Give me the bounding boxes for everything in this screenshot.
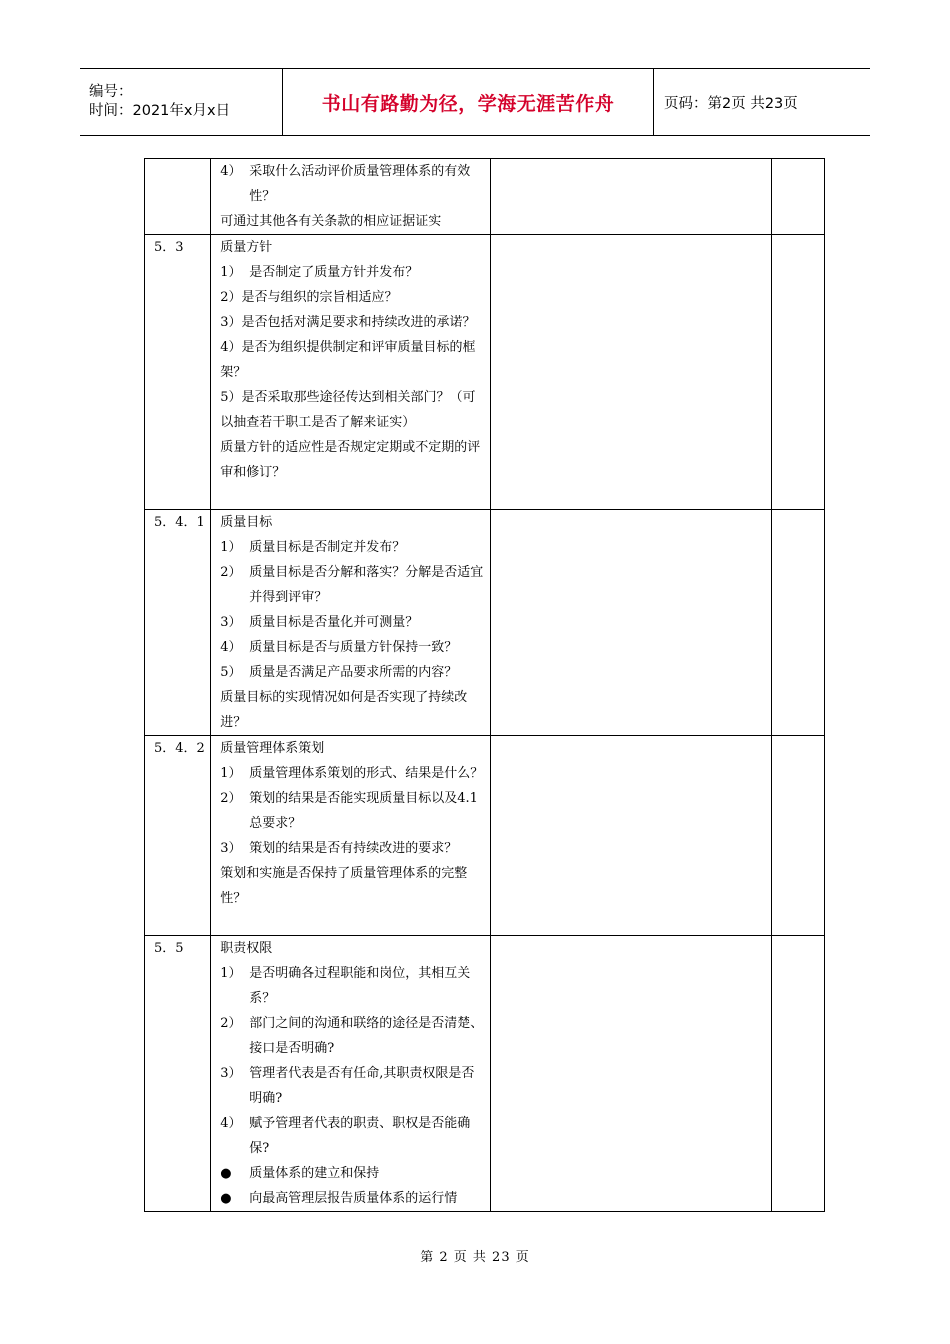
item-text: 质量目标的实现情况如何是否实现了持续改进？	[220, 690, 468, 730]
list-item	[220, 836, 483, 861]
table-row	[145, 235, 825, 510]
item-label: 2）	[220, 1016, 242, 1031]
audit-question-cell	[211, 936, 490, 1212]
item-text: 质量目标	[220, 515, 273, 530]
list-item	[220, 1011, 483, 1061]
audit-result-cell[interactable]	[771, 235, 824, 510]
item-text: 赋予管理者代表的职责、职权是否能确保?	[249, 1116, 471, 1156]
item-text: 质量目标是否量化并可测量？	[249, 615, 419, 630]
page-header	[80, 68, 870, 136]
item-text: 3）是否包括对满足要求和持续改进的承诺？	[220, 315, 476, 330]
clause-number: 5．4．2	[145, 736, 211, 936]
item-text: 5）是否采取那些途径传达到相关部门？（可以抽查若干职工是否了解来证实）	[220, 390, 476, 430]
clause-number: 5．5	[145, 936, 211, 1212]
audit-question-cell	[211, 159, 490, 235]
audit-evidence-cell[interactable]	[490, 159, 771, 235]
item-label: 4）	[220, 1116, 242, 1131]
table-row	[145, 736, 825, 936]
header-page-code: 页码：第2页 共23页	[664, 95, 798, 112]
list-item	[220, 435, 483, 485]
clause-number: 5．3	[145, 235, 211, 510]
item-text: 采取什么活动评价质量管理体系的有效性？	[249, 164, 471, 204]
item-label: 3）	[220, 841, 242, 856]
table-row	[145, 936, 825, 1212]
list-item	[220, 535, 483, 560]
item-text: 质量目标是否分解和落实？分解是否适宜并得到评审？	[249, 565, 484, 605]
audit-question-cell	[211, 510, 490, 736]
item-label: 4）	[220, 640, 242, 655]
header-motto-cell	[282, 69, 654, 135]
audit-evidence-cell[interactable]	[490, 510, 771, 736]
item-label: 3）	[220, 1066, 242, 1081]
header-meta	[80, 69, 282, 135]
item-text: 质量方针的适应性是否规定定期或不定期的评审和修订？	[220, 440, 481, 480]
item-label: 3）	[220, 615, 242, 630]
list-item	[220, 961, 483, 1011]
item-text: 2）是否与组织的宗旨相适应？	[220, 290, 398, 305]
table-row	[145, 159, 825, 235]
item-text: 向最高管理层报告质量体系的运行情	[249, 1191, 458, 1206]
list-item	[220, 635, 483, 660]
bullet-icon: ●	[220, 1191, 232, 1206]
doc-number-label: 编号：	[89, 84, 133, 100]
bullet-icon: ●	[220, 1166, 232, 1181]
item-text: 质量管理体系策划的形式、结果是什么？	[249, 766, 484, 781]
list-item	[220, 285, 483, 310]
item-label: 1）	[220, 766, 242, 781]
item-text: 职责权限	[220, 941, 273, 956]
item-text: 质量方针	[220, 240, 273, 255]
audit-result-cell[interactable]	[771, 936, 824, 1212]
list-item	[220, 209, 483, 234]
item-text: 策划和实施是否保持了质量管理体系的完整性？	[220, 866, 468, 906]
item-text: 质量体系的建立和保持	[249, 1166, 380, 1181]
table-row	[145, 510, 825, 736]
item-text: 是否制定了质量方针并发布？	[249, 265, 419, 280]
item-text: 质量目标是否与质量方针保持一致？	[249, 640, 458, 655]
audit-evidence-cell[interactable]	[490, 235, 771, 510]
list-item	[220, 235, 483, 260]
item-text: 可通过其他各有关条款的相应证据证实	[220, 214, 442, 229]
list-item	[220, 736, 483, 761]
list-item	[220, 861, 483, 911]
list-item	[220, 510, 483, 535]
item-label: 1）	[220, 265, 242, 280]
doc-time-label: 时间：2021年x月x日	[89, 103, 231, 119]
list-item	[220, 610, 483, 635]
list-item	[220, 335, 483, 385]
list-item	[220, 159, 483, 209]
list-item	[220, 761, 483, 786]
audit-result-cell[interactable]	[771, 510, 824, 736]
item-text: 4）是否为组织提供制定和评审质量目标的框架？	[220, 340, 476, 380]
clause-number: 5．4．1	[145, 510, 211, 736]
item-text: 是否明确各过程职能和岗位，其相互关系？	[249, 966, 471, 1006]
item-text: 质量是否满足产品要求所需的内容？	[249, 665, 458, 680]
list-item	[220, 660, 483, 685]
item-label: 2）	[220, 791, 242, 806]
list-item	[220, 786, 483, 836]
list-item	[220, 260, 483, 285]
item-text: 质量管理体系策划	[220, 741, 325, 756]
header-page-code-cell	[654, 69, 870, 135]
list-item	[220, 385, 483, 435]
audit-result-cell[interactable]	[771, 736, 824, 936]
header-motto: 书山有路勤为径，学海无涯苦作舟	[321, 92, 615, 115]
list-item	[220, 936, 483, 961]
item-label: 2）	[220, 565, 242, 580]
audit-checklist-table	[144, 158, 825, 1212]
audit-evidence-cell[interactable]	[490, 736, 771, 936]
item-label: 1）	[220, 540, 242, 555]
list-item	[220, 685, 483, 735]
audit-result-cell[interactable]	[771, 159, 824, 235]
audit-question-cell	[211, 736, 490, 936]
item-text: 管理者代表是否有任命,其职责权限是否明确?	[249, 1066, 475, 1106]
item-label: 4）	[220, 164, 242, 179]
item-text: 策划的结果是否有持续改进的要求？	[249, 841, 458, 856]
item-text: 部门之间的沟通和联络的途径是否清楚、接口是否明确?	[249, 1016, 484, 1056]
item-text: 策划的结果是否能实现质量目标以及4.1总要求？	[249, 791, 478, 831]
item-label: 5）	[220, 665, 242, 680]
item-label: 1）	[220, 966, 242, 981]
list-item	[220, 1186, 483, 1211]
list-item	[220, 1061, 483, 1111]
list-item	[220, 1161, 483, 1186]
list-item	[220, 310, 483, 335]
audit-question-cell	[211, 235, 490, 510]
audit-evidence-cell[interactable]	[490, 936, 771, 1212]
list-item	[220, 560, 483, 610]
page-footer: 第 2 页 共 23 页	[420, 1250, 530, 1265]
item-text: 质量目标是否制定并发布？	[249, 540, 406, 555]
clause-number	[145, 159, 211, 235]
list-item	[220, 1111, 483, 1161]
